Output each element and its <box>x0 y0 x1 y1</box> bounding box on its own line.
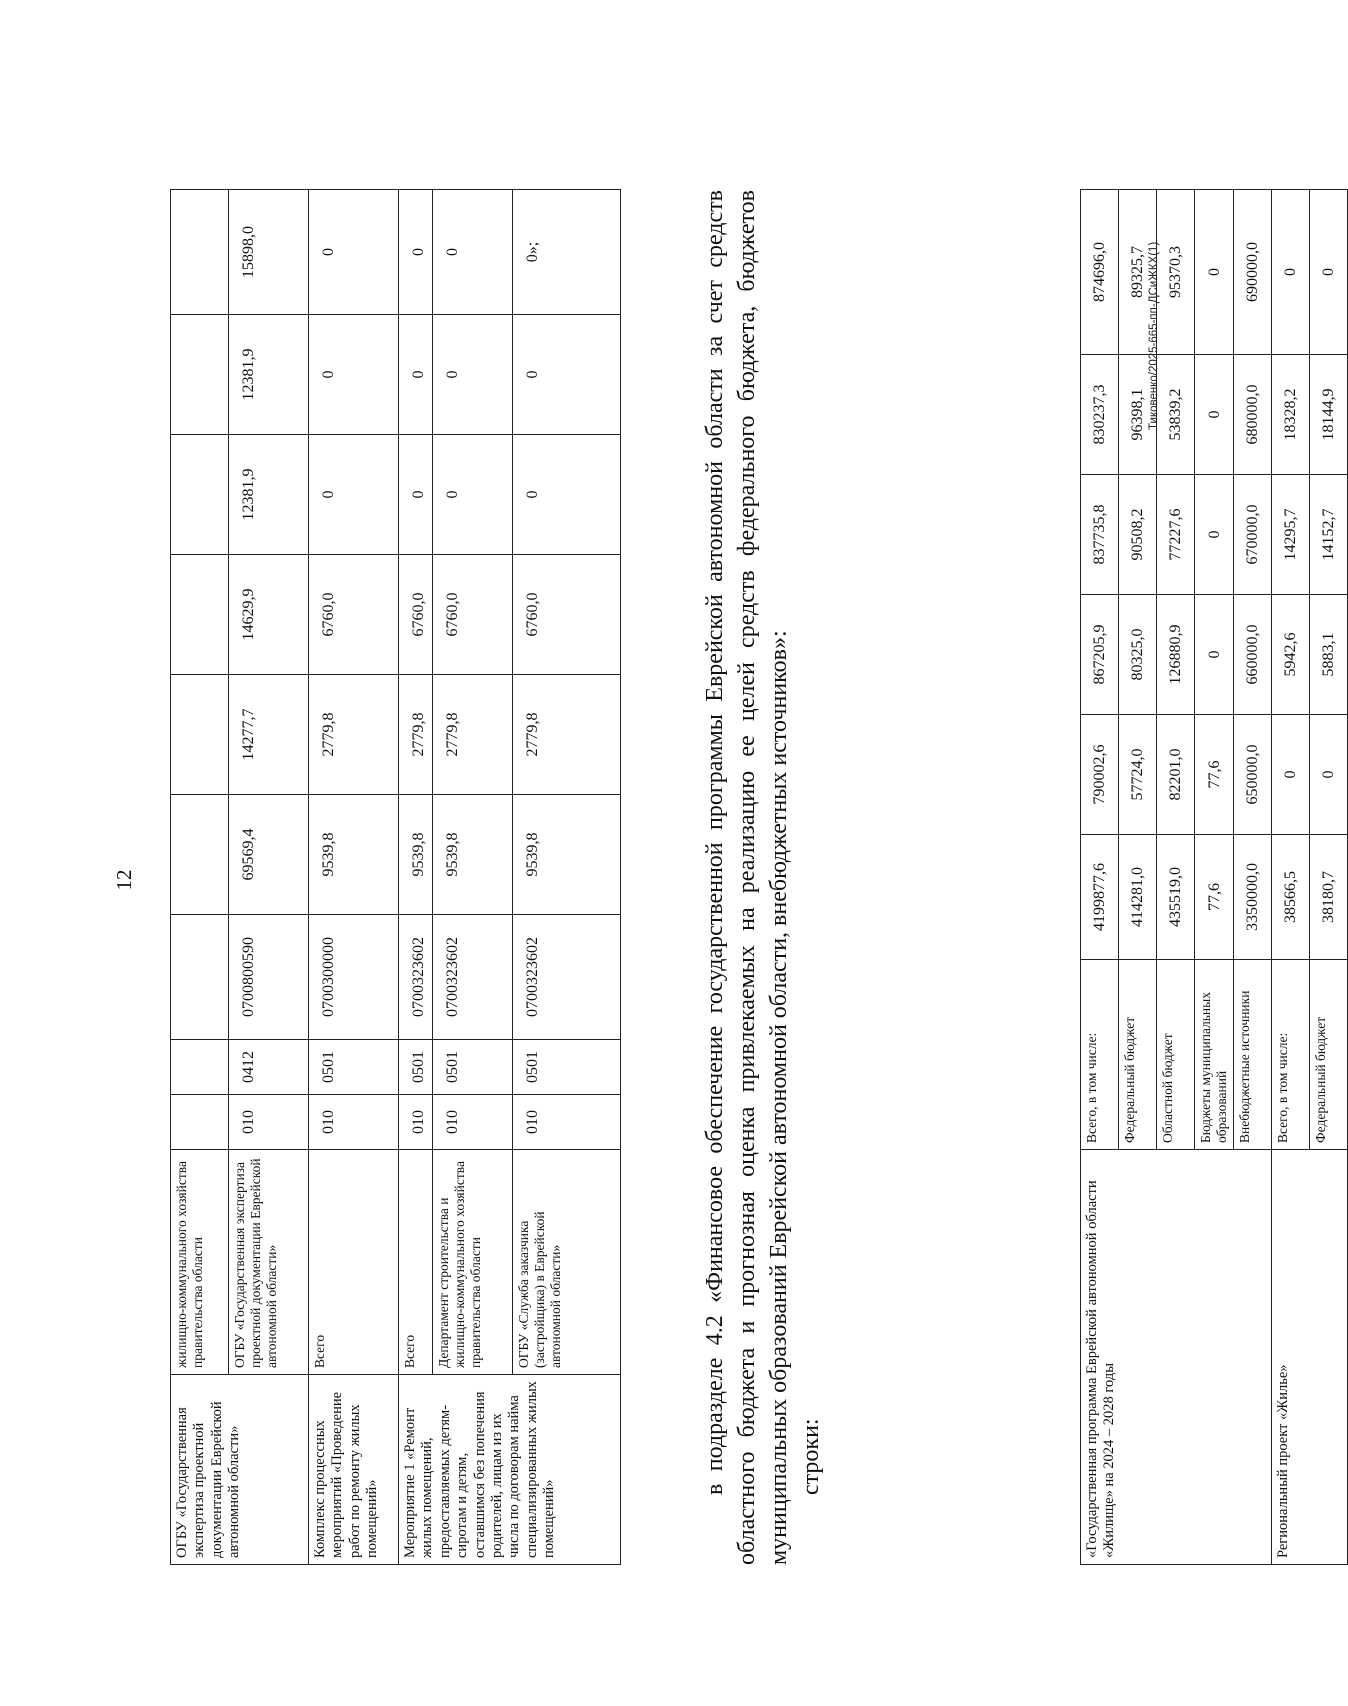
value-cell: 38566,5 <box>1272 835 1310 960</box>
value-cell: 77,6 <box>1195 835 1234 960</box>
value-cell: 126880,9 <box>1157 595 1195 715</box>
value-cell: 69569,4 <box>229 795 309 915</box>
value-cell: 0 <box>513 435 621 555</box>
value-cell: 867205,9 <box>1081 595 1119 715</box>
value-cell: 95370,3 <box>1157 190 1195 355</box>
code-cell: 0700323602 <box>513 915 621 1040</box>
value-cell: 57724,0 <box>1119 715 1157 835</box>
value-cell: 435519,0 <box>1157 835 1195 960</box>
value-cell: 690000,0 <box>1234 190 1272 355</box>
code-cell: 0501 <box>309 1040 399 1095</box>
table-row <box>229 190 309 1565</box>
value-cell: 18144,9 <box>1310 355 1348 475</box>
value-cell: 77,6 <box>1195 715 1234 835</box>
row-name-cell: Комплекс процессных мероприятий «Проведение работ по ремонту жилых помещений» <box>309 1375 399 1565</box>
value-cell: 6760,0 <box>399 555 433 675</box>
value-cell: 9539,8 <box>399 795 433 915</box>
value-cell: 2779,8 <box>433 675 513 795</box>
value-cell: 89325,7 <box>1119 190 1157 355</box>
source-cell: Всего, в том числе: <box>1081 960 1119 1150</box>
responsible-cell: ОГБУ «Служба заказчика (застройщика) в Еврейской автономной области» <box>513 1150 621 1375</box>
table-row <box>1081 190 1119 1565</box>
table-row <box>309 190 399 1565</box>
document-code-text: Тиковенко/2025-665-пп-ДСиЖКХ(1) <box>1148 241 1160 430</box>
value-cell: 0 <box>433 435 513 555</box>
value-cell: 53839,2 <box>1157 355 1195 475</box>
value-cell: 650000,0 <box>1234 715 1272 835</box>
value-cell: 5942,6 <box>1272 595 1310 715</box>
value-cell: 0 <box>433 190 513 315</box>
code-cell: 010 <box>229 1095 309 1150</box>
value-cell: 830237,3 <box>1081 355 1119 475</box>
value-cell: 0 <box>433 315 513 435</box>
value-cell: 0 <box>1195 595 1234 715</box>
value-cell: 680000,0 <box>1234 355 1272 475</box>
value-cell: 14152,7 <box>1310 475 1348 595</box>
value-cell: 3350000,0 <box>1234 835 1272 960</box>
value-cell: 790002,6 <box>1081 715 1119 835</box>
landscape-content <box>80 100 1338 1660</box>
value-cell: 660000,0 <box>1234 595 1272 715</box>
value-cell: 5883,1 <box>1310 595 1348 715</box>
code-cell: 0412 <box>229 1040 309 1095</box>
value-cell: 874696,0 <box>1081 190 1119 355</box>
source-cell: Всего, в том числе: <box>1272 960 1310 1150</box>
value-cell: 0 <box>399 315 433 435</box>
code-cell: 0700323602 <box>433 915 513 1040</box>
value-cell: 0 <box>1195 355 1234 475</box>
source-cell: Областной бюджет <box>1157 960 1195 1150</box>
value-cell: 0 <box>1272 715 1310 835</box>
source-cell: Бюджеты муниципальных образований <box>1195 960 1234 1150</box>
value-cell: 0 <box>1310 190 1348 355</box>
source-cell: Федеральный бюджет <box>1310 960 1348 1150</box>
value-cell: 0 <box>1195 190 1234 355</box>
value-cell: 0 <box>399 190 433 315</box>
value-cell: 0»; <box>513 190 621 315</box>
source-cell: Федеральный бюджет <box>1119 960 1157 1150</box>
responsible-cell: Всего <box>399 1150 433 1375</box>
value-cell: 6760,0 <box>433 555 513 675</box>
value-cell: 6760,0 <box>513 555 621 675</box>
value-cell: 38180,7 <box>1310 835 1348 960</box>
row-name-cell: Мероприятие 1 «Ремонт жилых помещений, предоставляемых детям-сиротам и детям, оставшимся без попечения родителей, лицам из их числа по договорам найма специализированных жилых помещений» <box>399 1375 621 1565</box>
table-row <box>433 190 513 1565</box>
value-cell: 0 <box>309 435 399 555</box>
value-cell: 82201,0 <box>1157 715 1195 835</box>
row-name-cell: ОГБУ «Государственная экспертиза проектной документации Еврейской автономной области» <box>171 1375 309 1565</box>
document-code <box>1148 242 1160 430</box>
value-cell: 18328,2 <box>1272 355 1310 475</box>
program-name-cell: Региональный проект «Жилье» <box>1272 1150 1348 1565</box>
paragraph-text: в подразделе 4.2 «Финансовое обеспечение государственной программы Еврейской автономной области за счет средств областного бюджета и прогнозная оценка привлекаемых на реализацию ее целей средств федерального бюджета, бюджетов муниципальных образований Еврейской автономной области, внебюджетных источников»: <box>702 190 792 1565</box>
table-row <box>513 190 621 1565</box>
value-cell: 15898,0 <box>229 190 309 315</box>
value-cell: 9539,8 <box>309 795 399 915</box>
value-cell: 0 <box>1195 475 1234 595</box>
code-cell: 010 <box>513 1095 621 1150</box>
program-name-cell: «Государственная программа Еврейской автономной области «Жилище» на 2024 – 2028 годы <box>1081 1150 1272 1565</box>
value-cell: 0 <box>513 315 621 435</box>
table-row <box>399 190 433 1565</box>
value-cell: 837735,8 <box>1081 475 1119 595</box>
value-cell: 9539,8 <box>433 795 513 915</box>
value-cell: 4199877,6 <box>1081 835 1119 960</box>
responsible-cell: жилищно-коммунального хозяйства правительства области <box>171 1150 229 1375</box>
code-cell: 010 <box>433 1095 513 1150</box>
code-cell: 0700800590 <box>229 915 309 1040</box>
table-row <box>171 190 229 1565</box>
code-cell: 010 <box>309 1095 399 1150</box>
value-cell: 96398,1 <box>1119 355 1157 475</box>
code-cell: 010 <box>399 1095 433 1150</box>
code-cell: 0501 <box>433 1040 513 1095</box>
value-cell: 12381,9 <box>229 315 309 435</box>
value-cell: 9539,8 <box>513 795 621 915</box>
responsible-cell: Департамент строительства и жилищно-коммунального хозяйства правительства области <box>433 1150 513 1375</box>
code-cell: 0700300000 <box>309 915 399 1040</box>
responsible-cell: Всего <box>309 1150 399 1375</box>
value-cell: 2779,8 <box>399 675 433 795</box>
code-cell: 0501 <box>513 1040 621 1095</box>
page-number: 12 <box>112 869 136 891</box>
value-cell: 414281,0 <box>1119 835 1157 960</box>
value-cell: 0 <box>309 315 399 435</box>
value-cell: 14295,7 <box>1272 475 1310 595</box>
code-cell: 0700323602 <box>399 915 433 1040</box>
table-row <box>1272 190 1310 1565</box>
value-cell: 0 <box>309 190 399 315</box>
value-cell: 0 <box>1272 190 1310 355</box>
funding-table <box>1080 189 1348 1565</box>
top-table <box>170 189 621 1565</box>
amendment-paragraph <box>700 190 828 1565</box>
value-cell: 670000,0 <box>1234 475 1272 595</box>
value-cell: 80325,0 <box>1119 595 1157 715</box>
value-cell: 90508,2 <box>1119 475 1157 595</box>
responsible-cell: ОГБУ «Государственная экспертиза проектной документации Еврейской автономной области» <box>229 1150 309 1375</box>
code-cell: 0501 <box>399 1040 433 1095</box>
value-cell: 77227,6 <box>1157 475 1195 595</box>
value-cell: 0 <box>399 435 433 555</box>
value-cell: 14277,7 <box>229 675 309 795</box>
value-cell: 14629,9 <box>229 555 309 675</box>
value-cell: 0 <box>1310 715 1348 835</box>
value-cell: 2779,8 <box>309 675 399 795</box>
paragraph-tail: строки: <box>797 1418 824 1495</box>
value-cell: 12381,9 <box>229 435 309 555</box>
source-cell: Внебюджетные источники <box>1234 960 1272 1150</box>
value-cell: 2779,8 <box>513 675 621 795</box>
value-cell: 6760,0 <box>309 555 399 675</box>
